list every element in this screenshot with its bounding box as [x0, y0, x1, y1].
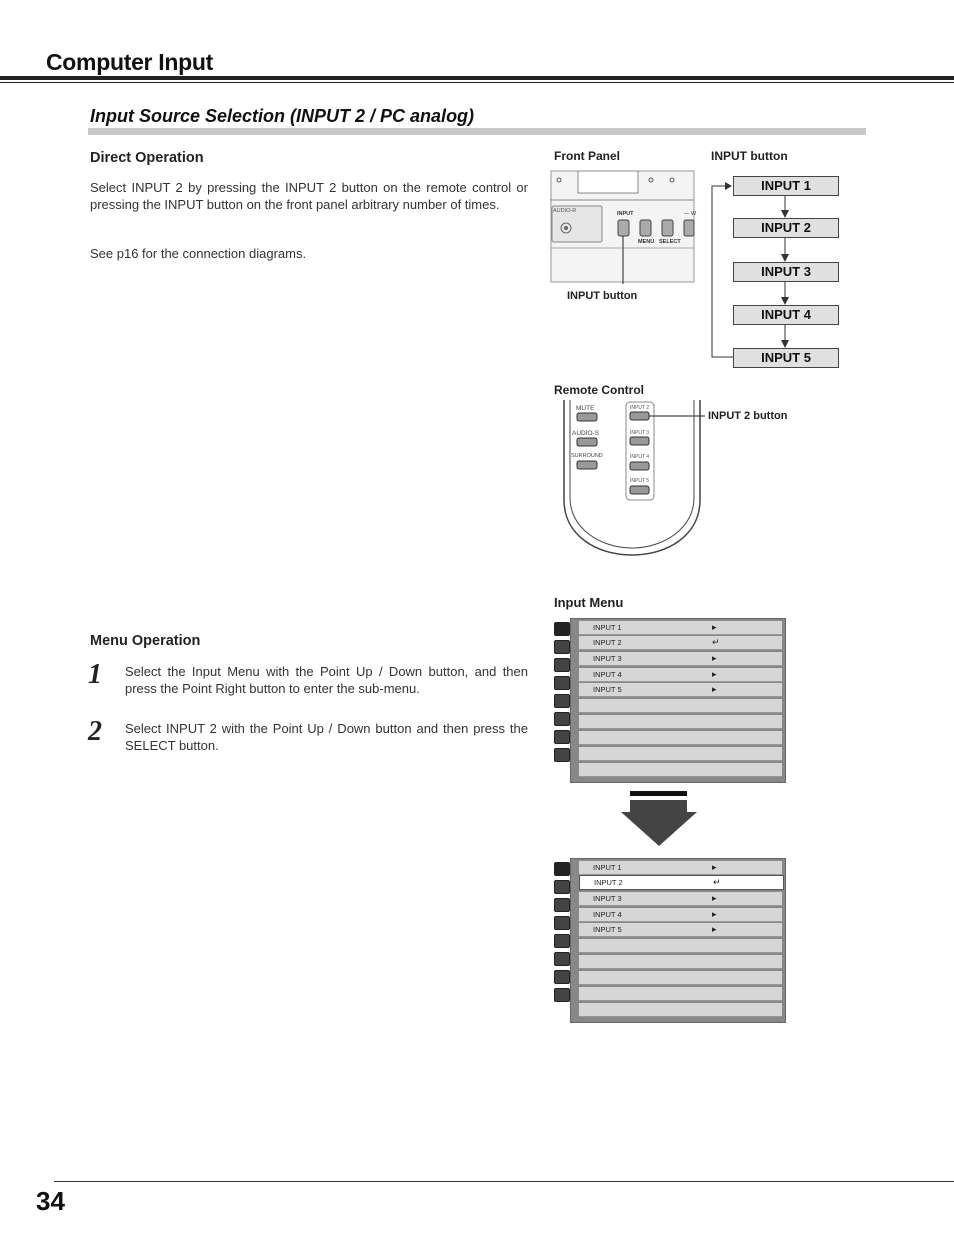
panel-audio-text: AUDIO-R: [553, 208, 577, 214]
remote-audio-s-text: AUDIO-S: [572, 430, 600, 437]
screen-icon: [554, 712, 570, 726]
menu-icon-column: [554, 618, 570, 781]
setting-icon: [554, 748, 570, 762]
remote-input3-text: INPUT 3: [630, 430, 650, 436]
menu-row-empty: [579, 1003, 782, 1017]
menu-row-empty: [579, 715, 782, 729]
direct-operation-text: Select INPUT 2 by pressing the INPUT 2 button on the remote control or pressing the INPUT button on the front panel arbitrary number of times.: [90, 180, 528, 212]
image-select-icon: [554, 676, 570, 690]
panel-menu-text: MENU: [638, 239, 655, 245]
screen-icon: [554, 952, 570, 966]
arrow-right-icon: ▸: [712, 622, 717, 632]
chapter-rule-thin: [0, 82, 954, 83]
pc-system-icon: [554, 898, 570, 912]
input-menu-after: [554, 858, 784, 1021]
image-adjust-icon: [554, 934, 570, 948]
pc-adjust-icon: [554, 880, 570, 894]
menu-row-input2[interactable]: [579, 636, 782, 650]
image-select-icon: [554, 916, 570, 930]
sound-icon: [554, 730, 570, 744]
menu-row-label: INPUT 2: [594, 878, 623, 887]
arrow-right-icon: ▸: [712, 684, 717, 694]
menu-row-label: INPUT 3: [593, 654, 622, 663]
step-number-2: 2: [88, 716, 102, 747]
sound-icon: [554, 970, 570, 984]
direct-operation-heading: Direct Operation: [90, 150, 204, 166]
menu-row-empty: [579, 731, 782, 745]
section-bar: [88, 128, 866, 135]
menu-row-input4[interactable]: [579, 908, 782, 922]
input-menu-label: Input Menu: [554, 595, 624, 610]
menu-row-empty: [579, 955, 782, 969]
menu-row-input1[interactable]: [579, 861, 782, 875]
remote-surround-text: SURROUND: [571, 453, 603, 459]
arrow-right-icon: ▸: [712, 862, 717, 872]
chapter-title: Computer Input: [46, 49, 213, 75]
step-text-1: Select the Input Menu with the Point Up / Down button, and then press the Point Right button to enter the sub-menu.: [125, 664, 528, 696]
arrow-right-icon: ▸: [712, 669, 717, 679]
input-menu-before: [554, 618, 784, 781]
input-button-label-top: INPUT button: [711, 149, 788, 163]
menu-panel: [570, 618, 786, 783]
menu-row-input4[interactable]: [579, 668, 782, 682]
enter-icon: ↵: [712, 637, 720, 647]
enter-icon: ↵: [713, 877, 721, 887]
input-cycle-4: INPUT 4: [733, 305, 839, 325]
menu-row-label: INPUT 4: [593, 910, 622, 919]
menu-row-label: INPUT 1: [593, 623, 622, 632]
chapter-rule: [0, 76, 954, 80]
front-panel-label: Front Panel: [554, 149, 621, 163]
remote-input2-text: INPUT 2: [630, 405, 650, 411]
image-adjust-icon: [554, 694, 570, 708]
panel-input-text: INPUT: [617, 211, 634, 217]
menu-row-empty: [579, 939, 782, 953]
arrow-right-icon: ▸: [712, 893, 717, 903]
footer-rule: [54, 1181, 954, 1182]
menu-row-label: INPUT 5: [593, 685, 622, 694]
menu-row-input1[interactable]: [579, 621, 782, 635]
menu-row-label: INPUT 4: [593, 670, 622, 679]
menu-row-empty: [579, 987, 782, 1001]
connection-note: See p16 for the connection diagrams.: [90, 246, 307, 261]
input-menu-icon: [554, 622, 570, 636]
menu-icon-column: [554, 858, 570, 1021]
input-cycle-5: INPUT 5: [733, 348, 839, 368]
input-cycle-3: INPUT 3: [733, 262, 839, 282]
menu-row-empty: [579, 971, 782, 985]
pc-system-icon: [554, 658, 570, 672]
menu-row-empty: [579, 763, 782, 777]
input-cycle-1: INPUT 1: [733, 176, 839, 196]
remote-input4-text: INPUT 4: [630, 454, 650, 460]
menu-row-input3[interactable]: [579, 892, 782, 906]
menu-row-label: INPUT 2: [593, 638, 622, 647]
input2-button-label: INPUT 2 button: [708, 410, 788, 422]
down-arrow-icon: [620, 790, 698, 848]
remote-control-label: Remote Control: [554, 383, 644, 397]
setting-icon: [554, 988, 570, 1002]
menu-row-label: INPUT 3: [593, 894, 622, 903]
front-panel-illustration: [550, 170, 698, 284]
arrow-right-icon: ▸: [712, 909, 717, 919]
step-number-1: 1: [88, 659, 102, 690]
panel-select-text: SELECT: [659, 239, 681, 245]
step-text-2: Select INPUT 2 with the Point Up / Down button and then press the SELECT button.: [125, 721, 528, 753]
section-title: Input Source Selection (INPUT 2 / PC analog): [90, 106, 475, 126]
menu-row-input3[interactable]: [579, 652, 782, 666]
remote-mute-text: MUTE: [576, 405, 595, 412]
menu-row-empty: [579, 699, 782, 713]
menu-row-empty: [579, 747, 782, 761]
input-button-label-bottom: INPUT button: [567, 290, 638, 302]
menu-operation-heading: Menu Operation: [90, 633, 201, 649]
pc-adjust-icon: [554, 640, 570, 654]
panel-w-text: — W: [684, 211, 697, 217]
input-menu-icon: [554, 862, 570, 876]
menu-row-input5[interactable]: [579, 923, 782, 937]
menu-row-input5[interactable]: [579, 683, 782, 697]
page-number: 34: [36, 1186, 65, 1216]
menu-panel: [570, 858, 786, 1023]
input-cycle-2: INPUT 2: [733, 218, 839, 238]
remote-input5-text: INPUT 5: [630, 478, 650, 484]
arrow-right-icon: ▸: [712, 653, 717, 663]
menu-row-input2-selected[interactable]: [579, 875, 784, 890]
arrow-right-icon: ▸: [712, 924, 717, 934]
menu-row-label: INPUT 1: [593, 863, 622, 872]
panel-w-letter: W: [691, 211, 697, 217]
menu-row-label: INPUT 5: [593, 925, 622, 934]
